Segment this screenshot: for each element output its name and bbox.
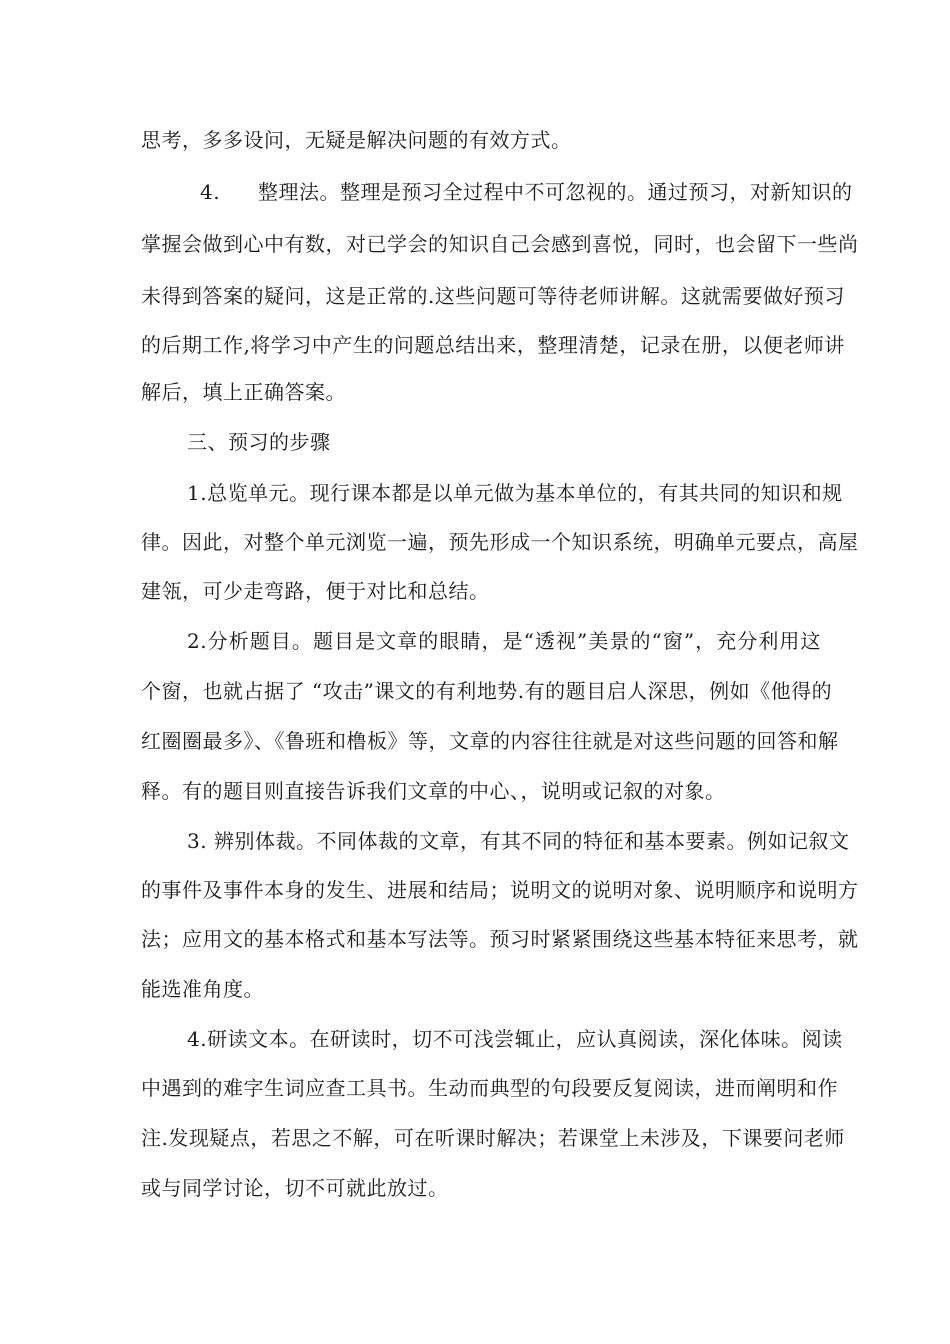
text-line: 律。因此，对整个单元浏览一遍，预先形成一个知识系统，明确单元要点，高屋 (141, 530, 859, 554)
text-line: 整理法。整理是预习全过程中不可忽视的。通过预习，对新知识的 (258, 180, 853, 204)
text-line: 中遇到的难字生词应查工具书。生动而典型的句段要反复阅读，进而阐明和作 (141, 1076, 838, 1100)
text-line: 或与同学讨论，切不可就此放过。 (141, 1176, 449, 1200)
text-line: 2.分析题目。题目是文章的眼睛，是“透视”美景的“窗”，充分利用这 (187, 629, 821, 653)
text-line: 4.研读文本。在研读时，切不可浅尝辄止，应认真阅读，深化体味。阅读 (187, 1027, 843, 1051)
text-line: 的后期工作,将学习中产生的问题总结出来，整理清楚，记录在册，以便老师讲 (141, 333, 845, 357)
text-line: 建瓴，可少走弯路，便于对比和总结。 (141, 579, 490, 603)
text-line: 个窗，也就占据了 “攻击”课文的有利地势.有的题目启人深思，例如《他得的 (141, 679, 833, 703)
text-line: 法；应用文的基本格式和基本写法等。预习时紧紧围绕这些基本特征来思考，就 (141, 927, 859, 951)
section-heading: 三、预习的步骤 (187, 430, 331, 454)
text-line: 思考，多多设问，无疑是解决问题的有效方式。 (141, 128, 572, 152)
text-line: 未得到答案的疑问，这是正常的.这些问题可等待老师讲解。这就需要做好预习 (141, 284, 845, 308)
text-line: 的事件及事件本身的发生、进展和结局；说明文的说明对象、说明顺序和说明方 (141, 878, 859, 902)
text-line: 3. 辨别体裁。不同体裁的文章，有其不同的特征和基本要素。例如记叙文 (187, 829, 850, 853)
text-line: 注.发现疑点，若思之不解，可在听课时解决；若课堂上未涉及，下课要问老师 (141, 1126, 845, 1150)
text-line: 红圈圈最多》、《鲁班和橹板》等，文章的内容往往就是对这些问题的回答和解 (141, 729, 839, 753)
text-line: 解后，填上正确答案。 (141, 380, 346, 404)
list-number: 4. (200, 180, 221, 204)
text-line: 释。有的题目则直接告诉我们文章的中心、，说明或记叙的对象。 (141, 779, 726, 803)
text-line: 能选准角度。 (141, 977, 264, 1001)
text-line: 1.总览单元。现行课本都是以单元做为基本单位的，有其共同的知识和规 (187, 481, 843, 505)
text-line: 掌握会做到心中有数，对已学会的知识自己会感到喜悦，同时，也会留下一些尚 (141, 232, 859, 256)
